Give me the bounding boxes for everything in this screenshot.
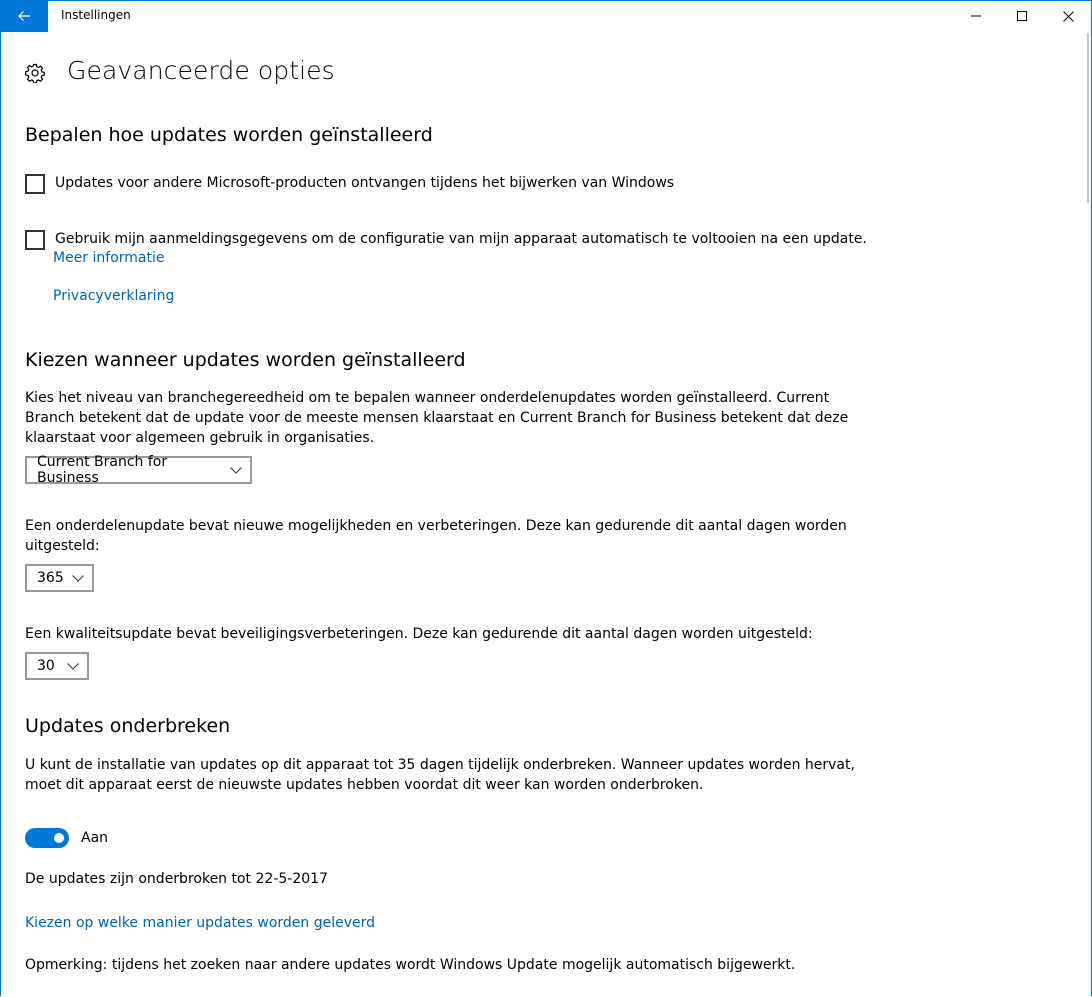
- maximize-icon: [1017, 11, 1027, 21]
- feature-update-description-line: uitgesteld:: [25, 538, 100, 554]
- quality-update-days-dropdown[interactable]: [25, 652, 89, 680]
- checkbox-microsoft-products-label: Updates voor andere Microsoft-producten ontvangen tijdens het bijwerken van Windows: [55, 175, 675, 191]
- close-icon: [1063, 11, 1074, 22]
- pause-updates-toggle-row[interactable]: [25, 828, 108, 848]
- checkbox-sign-in-info[interactable]: [25, 230, 45, 250]
- chevron-down-icon: [72, 575, 84, 582]
- close-button[interactable]: [1045, 0, 1091, 32]
- feature-update-days-value: 365: [37, 570, 64, 586]
- schedule-description-line: Branch betekent dat de update voor de meeste mensen klaarstaat en Current Branch for Business betekent dat deze: [25, 410, 849, 426]
- minimize-icon: [971, 11, 981, 21]
- feature-update-description: [25, 516, 847, 556]
- checkbox-microsoft-products[interactable]: [25, 174, 45, 194]
- schedule-description: [25, 388, 848, 448]
- quality-update-description: Een kwaliteitsupdate bevat beveiligingsverbeteringen. Deze kan gedurende dit aantal dagen worden uitgesteld:: [25, 626, 813, 642]
- scrollbar-indicator[interactable]: [1087, 33, 1089, 203]
- quality-update-days-value: 30: [37, 658, 55, 674]
- schedule-description-line: klaarstaat voor algemeen gebruik in organisaties.: [25, 430, 375, 446]
- page-header: [25, 56, 45, 90]
- pause-updates-toggle[interactable]: [25, 828, 69, 848]
- page-title: Geavanceerde opties: [67, 56, 335, 85]
- branch-readiness-value: Current Branch for Business: [37, 454, 168, 486]
- branch-readiness-dropdown[interactable]: [25, 456, 252, 484]
- chevron-down-icon: [67, 663, 79, 670]
- arrow-left-icon: [17, 10, 31, 22]
- back-button[interactable]: [0, 0, 48, 32]
- chevron-down-icon: [230, 467, 242, 474]
- update-note: Opmerking: tijdens het zoeken naar andere updates wordt Windows Update mogelijk automatisch bijgewerkt.: [25, 957, 796, 973]
- privacy-link[interactable]: Privacyverklaring: [53, 288, 175, 304]
- title-bar: [0, 0, 1092, 32]
- delivery-options-link[interactable]: Kiezen op welke manier updates worden geleverd: [25, 915, 376, 931]
- checkbox-row-sign-in-info[interactable]: [25, 230, 867, 250]
- pause-updates-toggle-label: Aan: [81, 830, 109, 846]
- feature-update-description-line: Een onderdelenupdate bevat nieuwe mogelijkheden en verbeteringen. Deze kan gedurende dit aantal dagen worden: [25, 518, 847, 534]
- toggle-knob: [54, 833, 64, 843]
- pause-description-line: U kunt de installatie van updates op dit apparaat tot 35 dagen tijdelijk onderbreken. Wanneer updates worden hervat,: [25, 757, 855, 773]
- minimize-button[interactable]: [953, 0, 999, 32]
- checkbox-row-microsoft-products[interactable]: [25, 174, 674, 194]
- checkbox-sign-in-info-label: Gebruik mijn aanmeldingsgegevens om de configuratie van mijn apparaat automatisch te voltooien na een update.: [55, 231, 867, 247]
- schedule-description-line: Kies het niveau van branchegereedheid om te bepalen wanneer onderdelenupdates worden geïnstalleerd. Current: [25, 390, 830, 406]
- gear-icon: [25, 63, 45, 83]
- more-info-link[interactable]: Meer informatie: [53, 250, 165, 266]
- maximize-button[interactable]: [999, 0, 1045, 32]
- section-heading-pause: Updates onderbreken: [25, 715, 231, 737]
- section-heading-install: Bepalen hoe updates worden geïnstalleerd: [25, 124, 433, 146]
- pause-description: [25, 755, 855, 795]
- app-title: Instellingen: [61, 8, 131, 22]
- section-heading-schedule: Kiezen wanneer updates worden geïnstalleerd: [25, 349, 466, 371]
- feature-update-days-dropdown[interactable]: [25, 564, 94, 592]
- paused-until-status: De updates zijn onderbroken tot 22-5-2017: [25, 871, 328, 887]
- pause-description-line: moet dit apparaat eerst de nieuwste updates hebben voordat dit weer kan worden onderbroken.: [25, 777, 704, 793]
